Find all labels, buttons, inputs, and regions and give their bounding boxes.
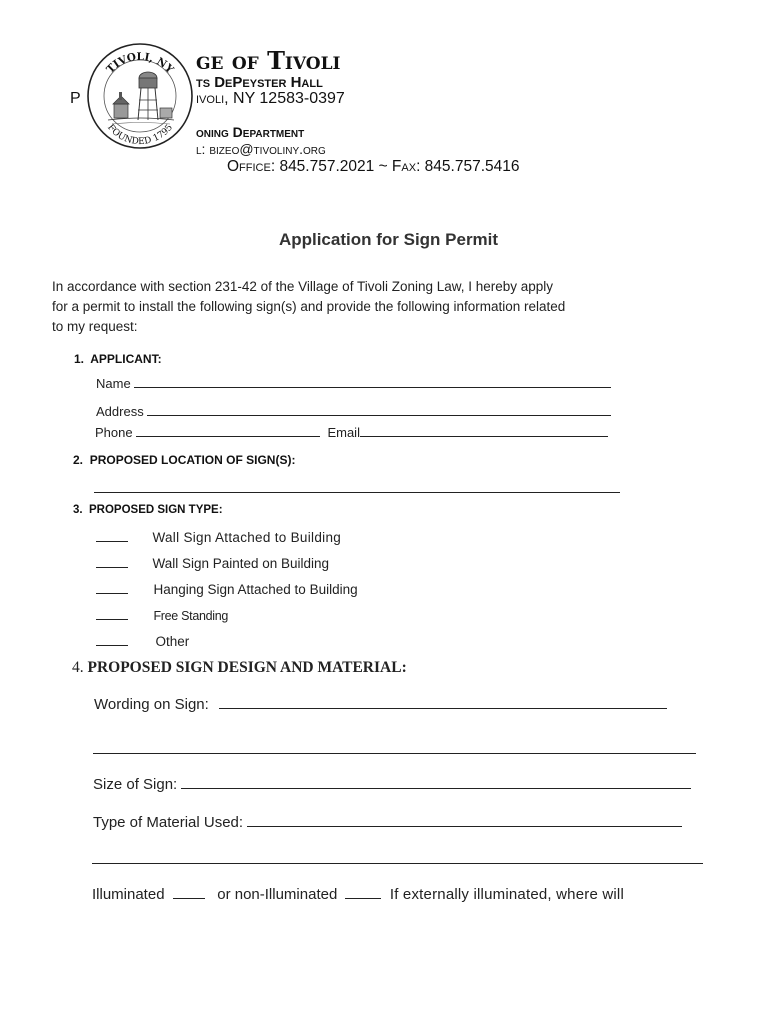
size-label: Size of Sign: (93, 776, 178, 793)
wording-field[interactable] (94, 696, 667, 713)
option-label: Wall Sign Attached to Building (152, 530, 342, 545)
illumination-field[interactable] (92, 886, 624, 903)
intro-line-1: In accordance with section 231-42 of the Village of Tivoli Zoning Law, I hereby apply (52, 279, 554, 294)
option-checkline[interactable] (96, 583, 128, 594)
name-line[interactable] (134, 375, 611, 388)
material-line-2[interactable] (92, 851, 703, 864)
option-checkline[interactable] (96, 635, 128, 646)
section-number: 3. (73, 504, 83, 516)
external-illumination-text: If externally illuminated, where will (389, 886, 624, 903)
applicant-phone-email-field[interactable] (95, 424, 608, 440)
address-line[interactable] (147, 403, 611, 416)
option-label: Wall Sign Painted on Building (152, 556, 330, 571)
village-seal-logo (86, 42, 194, 150)
section-title: PROPOSED SIGN DESIGN AND MATERIAL: (87, 659, 407, 676)
form-title: Application for Sign Permit (278, 230, 499, 249)
illuminated-label: Illuminated (92, 886, 165, 903)
hall-address-line: ts DePeyster Hall (196, 74, 323, 91)
section-number: 2. (73, 453, 84, 467)
section-number: 4. (72, 659, 84, 676)
city-address-line: ivoli, NY 12583-0397 (196, 90, 345, 107)
option-label: Other (155, 634, 190, 649)
email-line[interactable] (360, 424, 608, 437)
svg-text:FOUNDED 1795: FOUNDED 1795 (105, 122, 175, 148)
sign-type-option[interactable] (96, 555, 329, 573)
option-label: Free Standing (153, 609, 229, 623)
non-illuminated-label: or non-Illuminated (217, 886, 338, 903)
non-illuminated-checkline[interactable] (345, 886, 381, 899)
section-number: 1. (74, 352, 85, 366)
wording-line[interactable] (219, 696, 667, 709)
section-title: APPLICANT: (90, 352, 162, 366)
intro-line-2: for a permit to install the following sign(s) and provide the following information related (52, 299, 566, 314)
phone-label: Phone (95, 425, 133, 440)
sign-type-option[interactable] (96, 581, 358, 599)
applicant-address-field[interactable] (96, 403, 611, 419)
name-label: Name (96, 376, 131, 391)
sign-type-option[interactable] (96, 607, 228, 625)
material-line[interactable] (247, 814, 682, 827)
illuminated-checkline[interactable] (173, 886, 205, 899)
office-fax-line: Office: 845.757.2021 ~ Fax: 845.757.5416 (227, 158, 520, 175)
option-label: Hanging Sign Attached to Building (153, 582, 358, 597)
email-label: Email (327, 425, 360, 440)
phone-line[interactable] (136, 424, 320, 437)
address-label: Address (96, 404, 144, 419)
size-line[interactable] (181, 776, 691, 789)
option-checkline[interactable] (96, 557, 128, 568)
wording-label: Wording on Sign: (94, 696, 209, 713)
section-4-heading (72, 659, 407, 677)
size-field[interactable] (93, 776, 691, 793)
wording-line-2[interactable] (93, 741, 696, 754)
location-line[interactable] (94, 480, 620, 493)
svg-text:TIVOLI, NY: TIVOLI, NY (104, 50, 176, 76)
material-field[interactable] (93, 814, 682, 831)
section-3-heading (73, 504, 223, 516)
sign-type-option[interactable] (96, 633, 189, 651)
address-prefix: P (70, 90, 81, 107)
section-1-heading (74, 352, 162, 366)
option-checkline[interactable] (96, 609, 128, 620)
material-label: Type of Material Used: (93, 814, 244, 831)
option-checkline[interactable] (96, 531, 128, 542)
intro-line-3: to my request: (52, 319, 138, 334)
section-title: PROPOSED SIGN TYPE: (88, 504, 223, 516)
sign-type-option[interactable] (96, 529, 341, 547)
email-line: l: bizeo@tivoliny.org (196, 141, 326, 157)
department-line: oning Department (196, 124, 305, 140)
section-title: PROPOSED LOCATION OF SIGN(S): (89, 453, 296, 467)
village-title: ge of Tivoli (196, 46, 341, 75)
section-2-heading (73, 453, 295, 467)
applicant-name-field[interactable] (96, 375, 611, 391)
